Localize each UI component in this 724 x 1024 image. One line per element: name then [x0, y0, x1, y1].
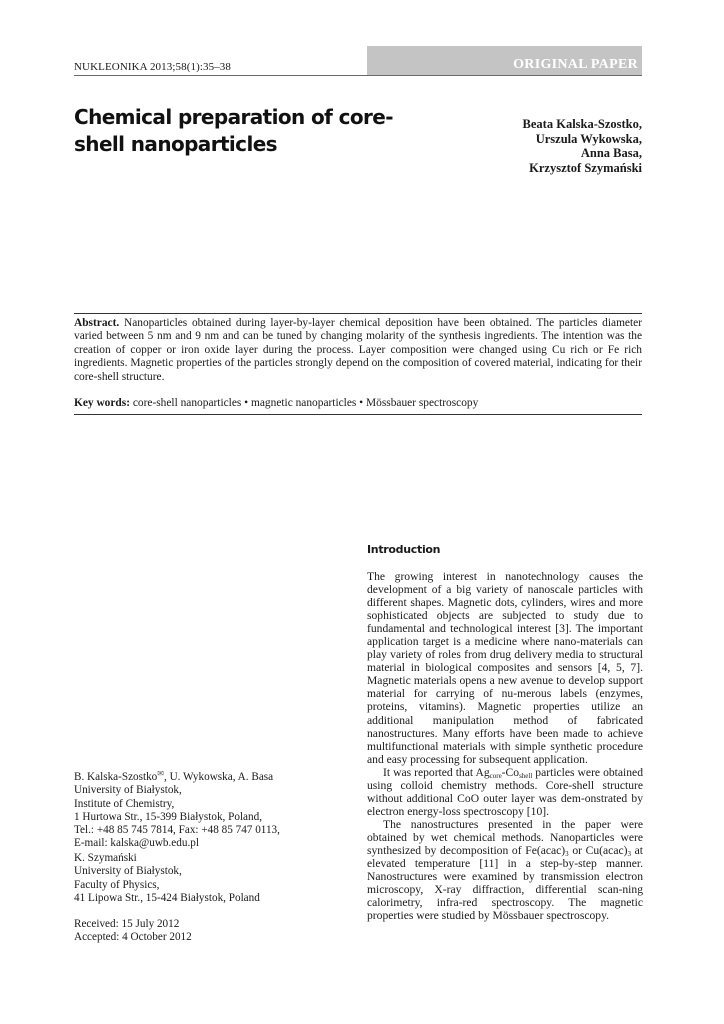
affiliation-line: 41 Lipowa Str., 15-424 Białystok, Poland: [74, 891, 260, 904]
keywords-rule: [74, 414, 642, 415]
author-name: Beata Kalska-Szostko,: [522, 117, 642, 131]
author-list: [470, 117, 642, 175]
affiliation-email: E-mail: kalska@uwb.edu.pl: [74, 837, 199, 850]
affiliation-chemistry: [74, 767, 334, 851]
affiliation-line: University of Białystok,: [74, 865, 182, 878]
keywords: [74, 397, 642, 410]
paper-type-band: [367, 46, 642, 75]
submission-dates: [74, 918, 334, 945]
section-heading-introduction: Introduction: [367, 543, 441, 556]
author-name: Anna Basa,: [580, 146, 642, 160]
header-rule: [74, 75, 642, 76]
affiliation-line: Institute of Chemistry,: [74, 797, 175, 810]
paragraph: The growing interest in nanotechnology causes the development of a big variety of nanoscale particles with different shapes. Magnetic dots, cylinders, wires and more sophisticated objects are subjected to study due to fundamental and technological interest [3]. The important application target is a medicine where nano-materials can play variety of roles from drug delivery media to structural material in biological composites and sensors [4, 5, 7]. Magnetic materials opens a new avenue to develop support material for carrying of nu-merous labels (enzymes, proteins, vitamins). Magnetic properties utilize an additional manipulation method of fabricated nanostructures. Many efforts have been made to achieve multifunctional materials with simple synthetic procedure and easy processing for subsequent application.: [367, 570, 643, 766]
paper-title: Chemical preparation of core-shell nanoparticles: [74, 105, 393, 156]
affiliation-physics: [74, 852, 334, 905]
affiliation-line: 1 Hurtowa Str., 15-399 Białystok, Poland,: [74, 810, 263, 823]
affiliation-line: University of Białystok,: [74, 784, 182, 797]
author-name: Krzysztof Szymański: [529, 160, 642, 175]
affiliation-line: Faculty of Physics,: [74, 878, 160, 891]
abstract-rule: [74, 313, 642, 314]
paper-type-label: ORIGINAL PAPER: [513, 57, 638, 72]
abstract-text: Nanoparticles obtained during layer-by-layer chemical deposition have been obtained. The particles diameter varied between 5 nm and 9 nm and can be tuned by changing molarity of the synthesis ingredients. The intention was the creation of copper or iron oxide layer during the process. Layer composition were changed using Cu rich or Fe rich ingredients. Magnetic properties of the particles strongly depend on the composition of covered material, indicating for their core-shell structure.: [74, 317, 642, 383]
abstract-label: Abstract.: [74, 317, 120, 329]
affiliation-authors: B. Kalska-Szostko✉, U. Wykowska, A. Basa: [74, 769, 274, 783]
journal-reference: NUKLEONIKA 2013;58(1):35–38: [74, 61, 231, 73]
affiliation-line: Tel.: +48 85 745 7814, Fax: +48 85 747 0113,: [74, 824, 280, 837]
keywords-text: core-shell nanoparticles • magnetic nanoparticles • Mössbauer spectroscopy: [132, 397, 479, 409]
abstract: [74, 317, 642, 384]
accepted-date: Accepted: 4 October 2012: [74, 931, 192, 944]
paragraph: It was reported that $Ag_{core}-Co_{shell}$ particles were obtained using colloid chemistry methods. Core-shell structure without additional CoO outer layer was dem-onstrated by electron energy-loss spectroscopy [10].: [367, 765, 643, 818]
introduction-body: [367, 570, 643, 922]
affiliation-author: K. Szymański: [74, 852, 137, 864]
keywords-label: Key words:: [74, 397, 130, 409]
envelope-icon: ✉: [157, 769, 164, 778]
author-name: Urszula Wykowska,: [535, 131, 642, 146]
paragraph: The nanostructures presented in the paper were obtained by wet chemical methods. Nanoparticles were synthesized by decomposition of $Fe(acac)_3$ or $Cu(acac)_3$ at elevated temperature [11] in a step-by-step manner. Nanostructures were examined by transmission electron microscopy, X-ray diffraction, differential scan-ning calorimetry, infra-red spectroscopy. The magnetic properties were studied by Mössbauer spectroscopy.: [367, 817, 643, 923]
received-date: Received: 15 July 2012: [74, 918, 180, 930]
